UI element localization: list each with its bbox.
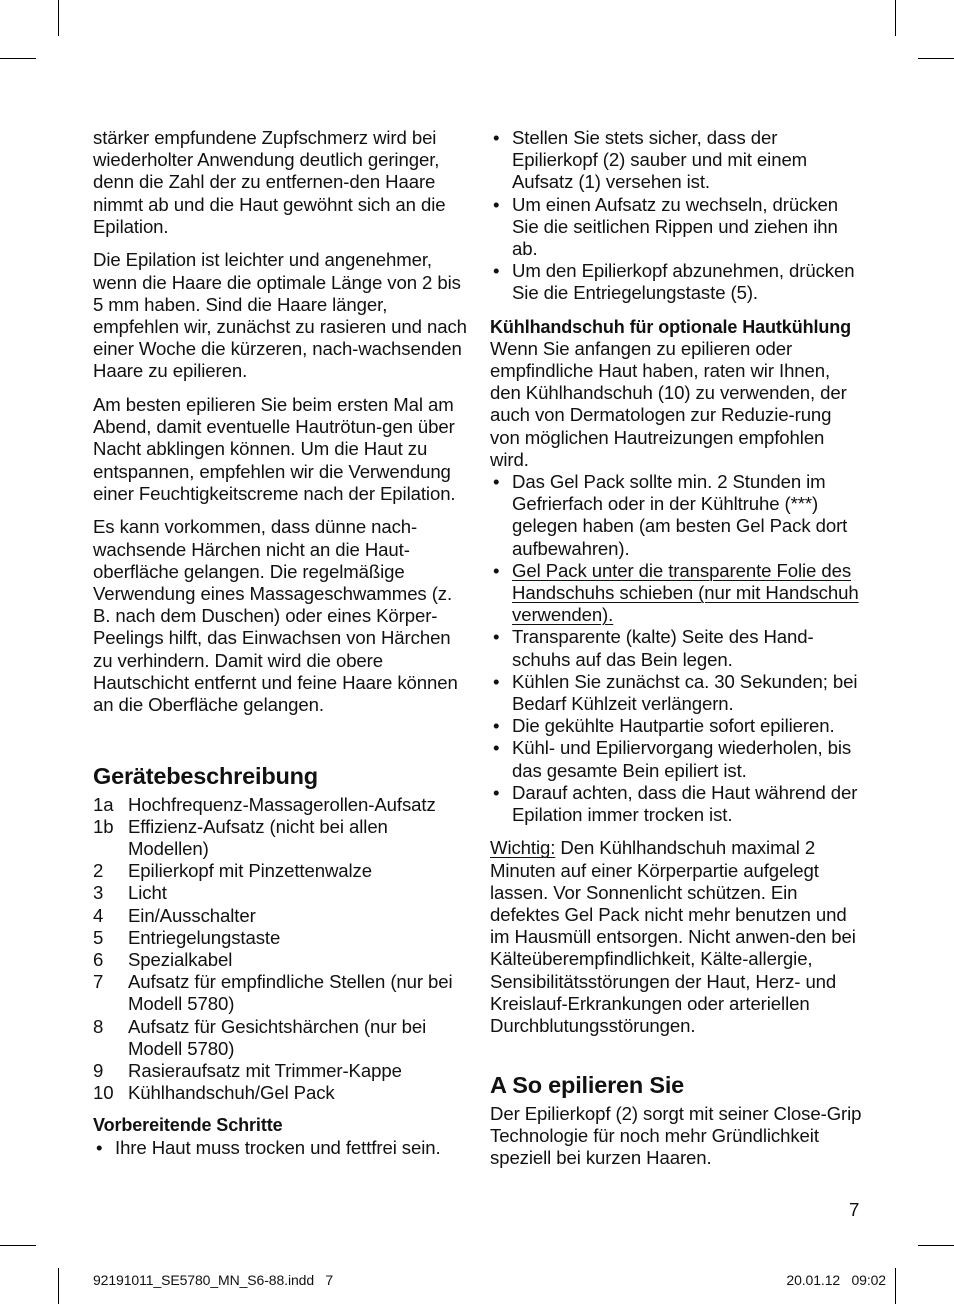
item-text: Aufsatz für Gesichtshärchen (nur bei Modell 5780) xyxy=(128,1015,427,1059)
bullet-item: • Transparente (kalte) Seite des Hand-schuhs auf das Bein legen. xyxy=(490,626,865,670)
bullet-item: • Um den Epilierkopf abzunehmen, drücken Sie die Entriegelungstaste (5). xyxy=(490,260,865,304)
paragraph: Wenn Sie anfangen zu epilieren oder empfindliche Haut haben, raten wir Ihnen, den Kühlhandschuh (10) zu verwenden, der auch von Dermatologen zur Reduzie-rung von möglichen Hautreizungen empfohlen wird. xyxy=(490,337,847,470)
crop-mark-top-left xyxy=(58,0,59,36)
bullet-item: • Ihre Haut muss trocken und fettfrei sein. xyxy=(93,1137,468,1159)
bullet-item: • Das Gel Pack sollte min. 2 Stunden im Gefrierfach oder in der Kühltruhe (***) gelegen haben (am besten Gel Pack dort aufbewahren). xyxy=(490,471,865,560)
wichtig-label: Wichtig: xyxy=(490,837,556,859)
item-number: 3 xyxy=(93,882,104,904)
bullet-list xyxy=(93,1137,468,1159)
item-number: 6 xyxy=(93,949,104,971)
bullet-item: • Die gekühlte Hautpartie sofort epilieren. xyxy=(490,715,865,737)
bullet-item: • Kühl- und Epiliervorgang wiederholen, bis das gesamte Bein epiliert ist. xyxy=(490,737,865,781)
item-number: 8 xyxy=(93,1015,104,1037)
item-text: Spezialkabel xyxy=(128,949,233,971)
item-number: 10 xyxy=(93,1082,114,1104)
list-item xyxy=(93,816,468,860)
item-number: 1b xyxy=(93,815,114,837)
subheading-vorbereitende-schritte: Vorbereitende Schritte xyxy=(93,1115,283,1136)
crop-mark-bottom-left xyxy=(58,1268,59,1304)
bullet-item: • Um einen Aufsatz zu wechseln, drücken Sie die seitlichen Rippen und ziehen ihn ab. xyxy=(490,194,865,261)
crop-mark-top-right xyxy=(895,0,896,36)
list-item xyxy=(93,1060,468,1082)
item-number: 5 xyxy=(93,926,104,948)
list-item xyxy=(93,860,468,882)
item-text: Ein/Ausschalter xyxy=(128,904,256,926)
section-heading-so-epilieren: A So epilieren Sie xyxy=(490,1071,685,1098)
paragraph: Der Epilierkopf (2) sorgt mit seiner Close-Grip Technologie für noch mehr Gründlichkeit speziell bei kurzen Haaren. xyxy=(490,1102,862,1168)
item-number: 7 xyxy=(93,971,104,993)
list-item xyxy=(93,1082,468,1104)
bullet-list xyxy=(490,471,865,826)
list-item xyxy=(93,971,468,1015)
item-text: Epilierkopf mit Pinzettenwalze xyxy=(128,860,372,882)
crop-mark-top-left-h xyxy=(0,58,36,59)
footer-file-info: 92191011_SE5780_MN_S6-88.indd 7 xyxy=(93,1272,334,1288)
paragraph: stärker empfundene Zupfschmerz wird bei wiederholter Anwendung deutlich geringer, denn die Zahl der zu entfernen-den Haare nimmt ab und die Haut gewöhnt sich an die Epilation. xyxy=(93,127,446,237)
list-item xyxy=(93,882,468,904)
page-number: 7 xyxy=(849,1199,860,1220)
bullet-item-underlined: • Gel Pack unter die transparente Folie des Handschuhs schieben (nur mit Handschuh verwenden). xyxy=(490,560,865,627)
item-number: 1a xyxy=(93,793,114,815)
section-gap xyxy=(93,728,468,762)
item-text: Licht xyxy=(128,882,167,904)
item-text: Rasieraufsatz mit Trimmer-Kappe xyxy=(128,1060,402,1082)
left-column xyxy=(93,127,468,1159)
item-number: 9 xyxy=(93,1060,104,1082)
bullet-item: • Darauf achten, dass die Haut während der Epilation immer trocken ist. xyxy=(490,782,865,826)
list-item xyxy=(93,1016,468,1060)
right-column xyxy=(490,127,865,1181)
list-item xyxy=(93,794,468,816)
item-number: 4 xyxy=(93,904,104,926)
bullet-list xyxy=(490,127,865,305)
crop-mark-bottom-left-h xyxy=(0,1245,36,1246)
item-text: Entriegelungstaste xyxy=(128,926,281,948)
item-text: Hochfrequenz-Massagerollen-Aufsatz xyxy=(128,793,436,815)
item-text: Effizienz-Aufsatz (nicht bei allen Modellen) xyxy=(128,815,388,860)
paragraph: Am besten epilieren Sie beim ersten Mal am Abend, damit eventuelle Hautrötun-gen über Nacht abklingen können. Um die Haut zu entspannen, empfehlen wir die Verwendung einer Feuchtigkeitscreme nach der Epilation. xyxy=(93,394,456,504)
paragraph-wichtig xyxy=(490,837,865,1037)
item-text: Aufsatz für empfindliche Stellen (nur bei Modell 5780) xyxy=(128,971,453,1015)
paragraph: Die Epilation ist leichter und angenehmer, wenn die Haare die optimale Länge von 2 bis 5 mm haben. Sind die Haare länger, empfehlen wir, zunächst zu rasieren und nach einer Woche die kürzeren, nach-wachsenden Haare zu epilieren. xyxy=(93,249,467,382)
list-item xyxy=(93,949,468,971)
item-text: Kühlhandschuh/Gel Pack xyxy=(128,1082,335,1104)
crop-mark-bottom-right-h xyxy=(918,1245,954,1246)
item-number: 2 xyxy=(93,860,104,882)
paragraph: Es kann vorkommen, dass dünne nach-wachsende Härchen nicht an die Haut-oberfläche gelangen. Die regelmäßige Verwendung eines Massageschwammes (z. B. nach dem Duschen) oder eines Körper-Peelings hilft, das Einwachsen von Härchen zu verhindern. Damit wird die obere Hautschicht entfernt und feine Haare können an die Oberfläche gelangen. xyxy=(93,516,458,716)
section-heading-geraetebeschreibung: Gerätebeschreibung xyxy=(93,762,318,789)
list-item xyxy=(93,927,468,949)
list-item xyxy=(93,905,468,927)
bullet-item: • Stellen Sie stets sicher, dass der Epilierkopf (2) sauber und mit einem Aufsatz (1) versehen ist. xyxy=(490,127,865,194)
crop-mark-bottom-right xyxy=(895,1268,896,1304)
wichtig-text: Den Kühlhandschuh maximal 2 Minuten auf einer Körperpartie aufgelegt lassen. Vor Sonnenlicht schützen. Ein defektes Gel Pack nicht mehr benutzen und im Hausmüll entsorgen. Nicht anwen-den bei Kälteüberempfindlichkeit, Kälte-allergie, Sensibilitätsstörungen der Haut, Herz- und Kreislauf-Erkrankungen oder arteriellen Durchblutungsstörungen. xyxy=(490,837,856,1036)
parts-list xyxy=(93,794,468,1105)
section-gap xyxy=(490,1049,865,1071)
footer-datetime: 20.01.12 09:02 xyxy=(786,1272,886,1288)
subheading-kuehlhandschuh: Kühlhandschuh für optionale Hautkühlung xyxy=(490,316,852,337)
crop-mark-top-right-h xyxy=(918,58,954,59)
bullet-item: • Kühlen Sie zunächst ca. 30 Sekunden; bei Bedarf Kühlzeit verlängern. xyxy=(490,671,865,715)
